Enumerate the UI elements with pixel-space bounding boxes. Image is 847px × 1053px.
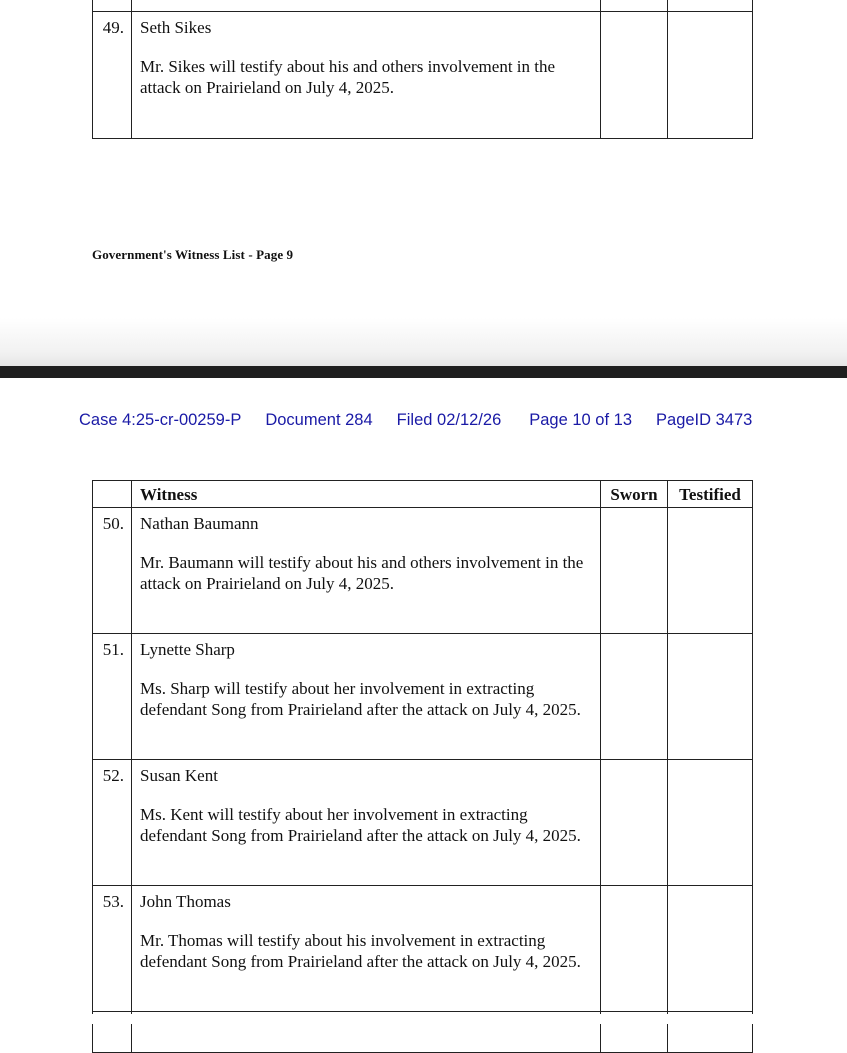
witness-number-cell	[93, 508, 132, 634]
witness-cell	[132, 12, 601, 139]
witness-cell	[132, 634, 601, 760]
witness-number: 49.	[102, 18, 124, 37]
witness-name: John Thomas	[140, 892, 231, 911]
document-number: Document 284	[265, 411, 373, 429]
witness-table-page-9	[92, 0, 753, 139]
witness-description: Mr. Thomas will testify about his involvement in extracting defendant Song from Prairieland after the attack on July 4, 2025.	[140, 931, 581, 971]
ecf-header	[79, 411, 752, 430]
witness-cell	[132, 886, 601, 1012]
table-row	[93, 886, 753, 1012]
testified-cell	[668, 760, 753, 886]
table-header-row	[93, 481, 753, 508]
testified-cell	[668, 634, 753, 760]
witness-number-cell	[93, 634, 132, 760]
page-footer: Government's Witness List - Page 9	[92, 247, 294, 262]
witness-description: Mr. Baumann will testify about his and others involvement in the attack on Prairieland on July 4, 2025.	[140, 553, 584, 593]
testified-cell	[668, 12, 753, 139]
witness-number-cell	[93, 760, 132, 886]
sworn-cell	[601, 760, 668, 886]
witness-cell	[132, 508, 601, 634]
witness-number-cell	[93, 886, 132, 1012]
case-number: Case 4:25-cr-00259-P	[79, 411, 242, 429]
table-row	[93, 508, 753, 634]
sworn-cell	[601, 634, 668, 760]
witness-name: Seth Sikes	[140, 18, 212, 37]
sworn-cell	[601, 886, 668, 1012]
testified-cell	[668, 508, 753, 634]
witness-number-cell	[93, 12, 132, 139]
page-id: PageID 3473	[656, 411, 753, 429]
page-separator	[0, 366, 847, 378]
page-break-gap	[0, 318, 847, 366]
sworn-cell	[601, 12, 668, 139]
witness-table	[92, 480, 753, 1053]
witness-description: Ms. Kent will testify about her involvement in extracting defendant Song from Prairieland after the attack on July 4, 2025.	[140, 805, 581, 845]
witness-name: Lynette Sharp	[140, 640, 235, 659]
table-row-cut	[93, 0, 753, 12]
witness-description: Ms. Sharp will testify about her involvement in extracting defendant Song from Prairieland after the attack on July 4, 2025.	[140, 679, 581, 719]
filed-date: Filed 02/12/26	[396, 411, 502, 429]
table-row	[93, 760, 753, 886]
witness-name: Nathan Baumann	[140, 514, 259, 533]
sworn-header: Sworn	[601, 481, 668, 508]
witness-description: Mr. Sikes will testify about his and others involvement in the attack on Prairieland on July 4, 2025.	[140, 57, 556, 97]
sworn-cell	[601, 508, 668, 634]
witness-header: Witness	[132, 481, 601, 508]
table-row	[93, 12, 753, 139]
witness-name: Susan Kent	[140, 766, 218, 785]
witness-number: 52.	[102, 766, 124, 785]
witness-number: 51.	[102, 640, 124, 659]
table-row	[93, 634, 753, 760]
witness-cell	[132, 760, 601, 886]
page-count: Page 10 of 13	[529, 411, 633, 429]
number-header	[93, 481, 132, 508]
witness-number: 53.	[102, 892, 124, 911]
testified-header: Testified	[668, 481, 753, 508]
witness-number: 50.	[102, 514, 124, 533]
testified-cell	[668, 886, 753, 1012]
page-bottom-edge	[0, 1014, 847, 1024]
